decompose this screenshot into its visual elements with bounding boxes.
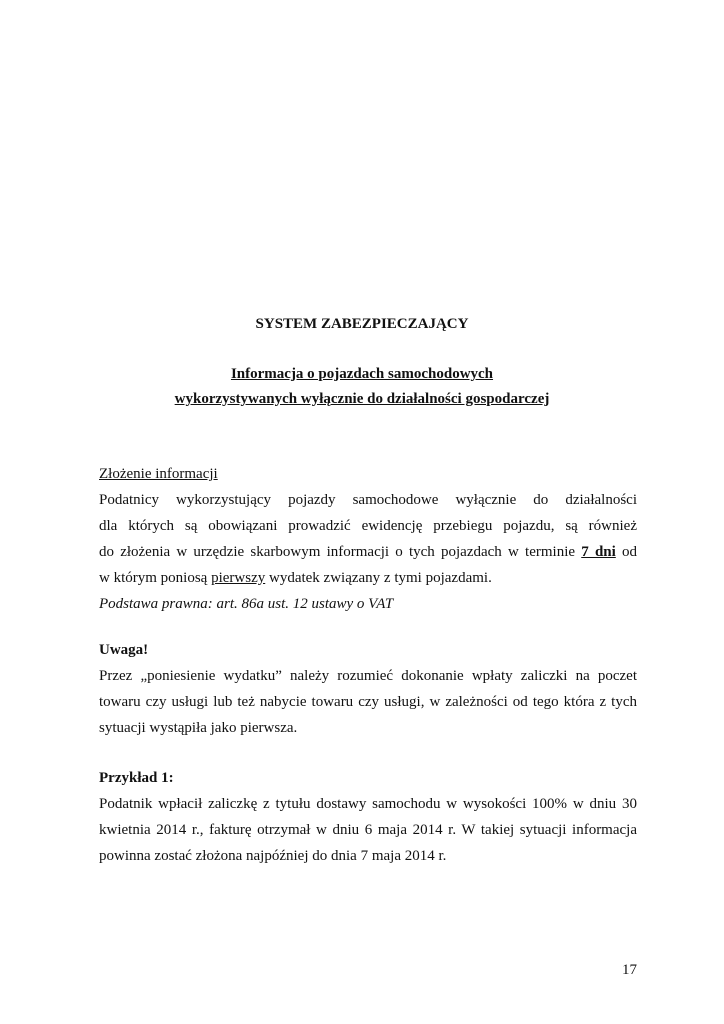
document-subtitle-line2: wykorzystywanych wyłącznie do działalności gospodarczej xyxy=(174,391,550,407)
section-example-line3: powinna zostać złożona najpóźniej do dnia 7 maja 2014 r. xyxy=(99,848,447,864)
section-note xyxy=(99,637,637,741)
section-note-line1: Przez „poniesienie wydatku” należy rozumieć dokonanie wpłaty zaliczki na poczet xyxy=(99,668,637,684)
deadline-emphasis: 7 dni xyxy=(581,544,616,560)
first-emphasis: pierwszy xyxy=(211,570,266,586)
section-info-line4 xyxy=(99,565,637,591)
section-info-line2: dla których są obowiązani prowadzić ewidencję przebiegu pojazdu, są również xyxy=(99,518,637,534)
section-example-line2: kwietnia 2014 r., fakturę otrzymał w dniu 6 maja 2014 r. W takiej sytuacji informacja xyxy=(99,822,637,838)
line3-before: do złożenia w urzędzie skarbowym informacji o tych pojazdach w terminie xyxy=(99,544,576,560)
page-number: 17 xyxy=(622,962,637,978)
section-example-heading: Przykład 1: xyxy=(99,770,174,786)
document-subtitle-line1: Informacja o pojazdach samochodowych xyxy=(230,366,494,382)
section-info-line3 xyxy=(99,539,637,565)
section-note-line2: towaru czy usługi lub też nabycie towaru czy usługi, w zależności od tego która z tych xyxy=(99,694,637,710)
legal-basis: Podstawa prawna: art. 86a ust. 12 ustawy o VAT xyxy=(99,596,394,612)
section-info-heading: Złożenie informacji xyxy=(99,466,218,482)
document-title: SYSTEM ZABEZPIECZAJĄCY xyxy=(255,316,469,332)
section-example-line1: Podatnik wpłacił zaliczkę z tytułu dostawy samochodu w wysokości 100% w dniu 30 xyxy=(99,796,637,812)
line4-after: wydatek związany z tymi pojazdami. xyxy=(268,570,492,586)
line4-before: w którym poniosą xyxy=(99,570,208,586)
section-info-line1: Podatnicy wykorzystujący pojazdy samochodowe wyłącznie do działalności xyxy=(99,492,637,508)
line3-after: od xyxy=(622,544,637,560)
section-note-line3: sytuacji wystąpiła jako pierwsza. xyxy=(99,720,298,736)
section-example xyxy=(99,765,637,869)
section-note-heading: Uwaga! xyxy=(99,642,149,658)
section-info xyxy=(99,461,637,617)
